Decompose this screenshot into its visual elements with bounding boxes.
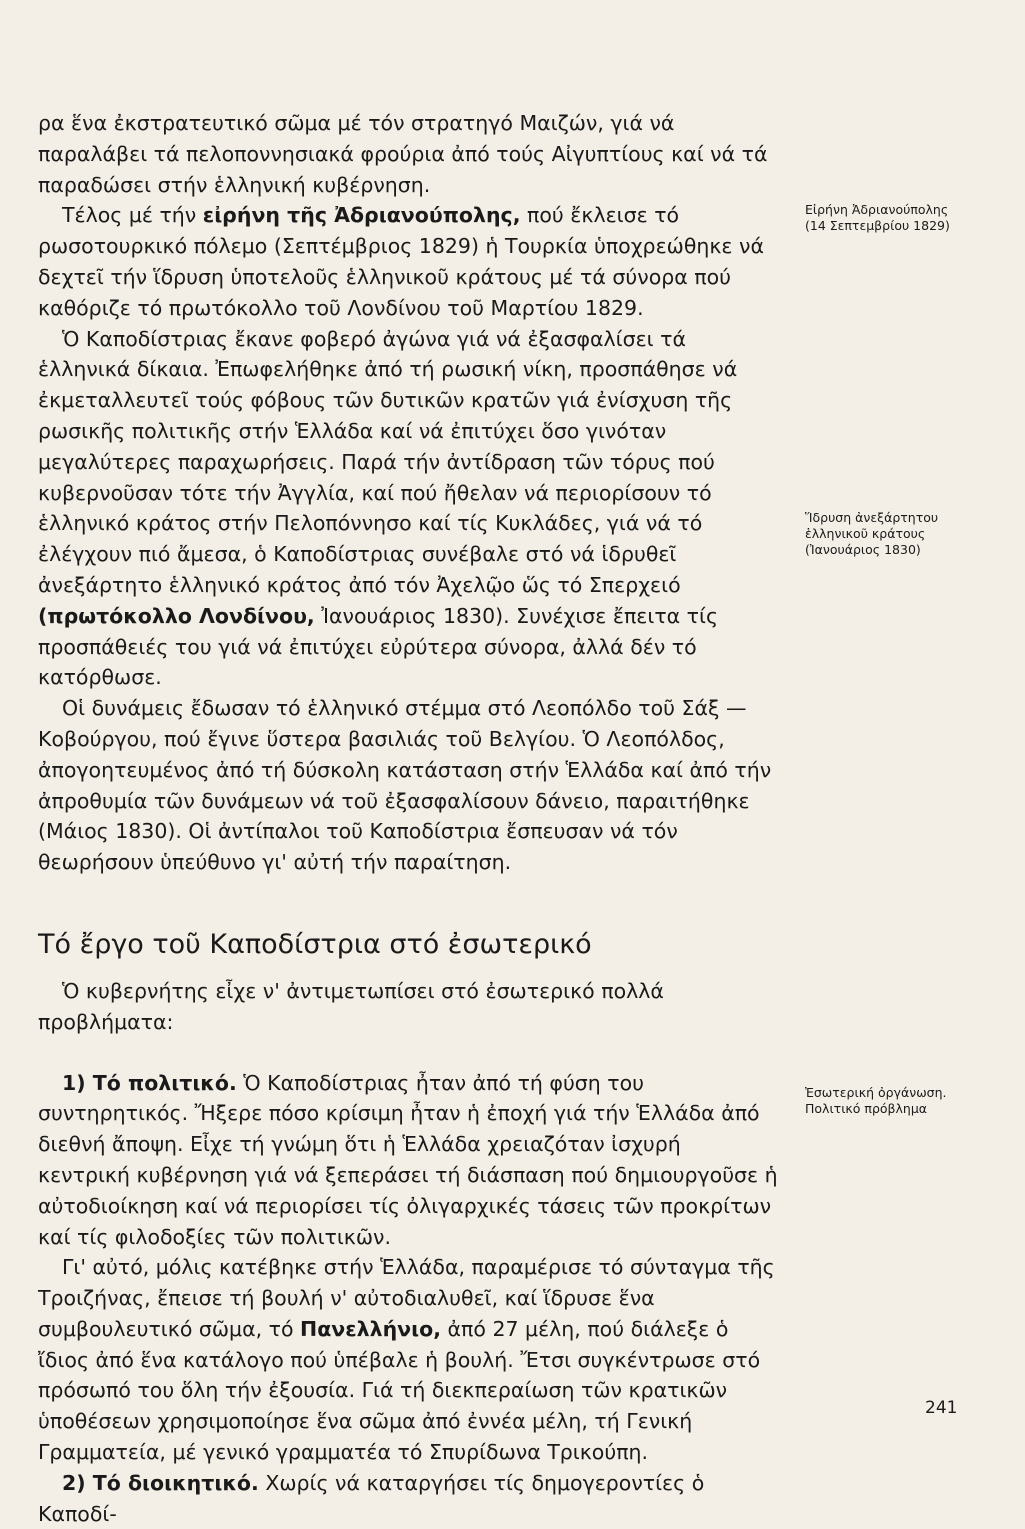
page-number: 241	[925, 1398, 958, 1418]
paragraph-5	[38, 976, 778, 1038]
p3-text-b: Ἰανουάριος 1830). Συνέχισε ἔπειτα τίς προσπάθειές του γιά νά ἐπιτύχει εὐρύτερα σύνορα, ἀλλά δέν τό κατόρθωσε.	[38, 603, 718, 690]
p8-text: Χωρίς νά καταργήσει τίς δημογεροντίες ὁ Καποδί-	[38, 1470, 705, 1526]
treaty-adrianople-bold: εἰρήνη τῆς Ἀδριανούπολης,	[202, 203, 521, 228]
p3-text-a: Ὁ Καποδίστριας ἔκανε φοβερό ἀγώνα γιά νά ἐξασφαλίσει τά ἑλληνικά δίκαια. Ἐπωφελήθηκε ἀπό τή ρωσική νίκη, προσπάθησε νά ἐκμεταλλευτεῖ τούς φόβους τῶν δυτικῶν κρατῶν γιά ἐνίσχυση τῆς ρωσικῆς πολιτικῆς στήν Ἑλλάδα καί νά ἐπιτύχει ὅσο γινόταν μεγαλύτερες παραχωρήσεις. Παρά τήν ἀντίδραση τῶν τόρυς πού κυβερνοῦσαν τότε τήν Ἀγγλία, καί πού ἤθελαν νά περιορίσουν τό ἑλληνικό κράτος στήν Πελοπόννησο καί τίς Κυκλάδες, γιά νά τό ἐλέγχουν πιό ἄμεσα, ὁ Καποδίστριας συνέβαλε στό νά ἱδρυθεῖ ἀνεξάρτητο ἑλληνικό κράτος ἀπό τόν Ἀχελῷο ὥς τό Σπερχειό	[38, 326, 738, 597]
paragraph-3	[38, 324, 778, 694]
section-heading: Τό ἔργο τοῦ Καποδίστρια στό ἐσωτερικό	[38, 928, 592, 960]
p4-text: Οἱ δυνάμεις ἔδωσαν τό ἑλληνικό στέμμα στό Λεοπόλδο τοῦ Σάξ — Κοβούργου, πού ἔγινε ὕστερα βασιλιάς τοῦ Βελγίου. Ὁ Λεοπόλδος, ἀπογοητευμένος ἀπό τή δύσκολη κατάσταση στήν Ἑλλάδα καί ἀπό τήν ἀπροθυμία τῶν δυνάμεων νά τοῦ ἐξασφαλίσουν δάνειο, παραιτήθηκε (Μάιος 1830). Οἱ ἀντίπαλοι τοῦ Καποδίστρια ἔσπευσαν νά τόν θεωρήσουν ὑπεύθυνο γι' αὐτή τήν παραίτηση.	[38, 696, 772, 875]
margin-note-1: Εἰρήνη Ἀδριανούπολης (14 Σεπτεμβρίου 1829)	[805, 202, 950, 233]
p5-text: Ὁ κυβερνήτης εἶχε ν' ἀντιμετωπίσει στό ἐσωτερικό πολλά προβλήματα:	[38, 978, 664, 1034]
p6-text: Ὁ Καποδίστριας ἦταν ἀπό τή φύση του συντηρητικός. Ἤξερε πόσο κρίσιμη ἦταν ἡ ἐποχή γιά τήν Ἑλλάδα ἀπό διεθνή ἄποψη. Εἶχε τή γνώμη ὅτι ἡ Ἑλλάδα χρειαζόταν ἰσχυρή κεντρική κυβέρνηση γιά νά ξεπεράσει τή διάσπαση πού δημιουργοῦσε ἡ αὐτοδιοίκηση καί νά περιορίσει τίς ὀλιγαρχικές τάσεις τῶν προκρίτων καί τίς φιλοδοξίες τῶν πολιτικῶν.	[38, 1070, 778, 1249]
p7-text-a: Γι' αὐτό, μόλις κατέβηκε στήν Ἑλλάδα, παραμέρισε τό σύνταγμα τῆς Τροιζήνας, ἔπεισε τή βουλή ν' αὐτοδιαλυθεῖ, καί ἵδρυσε ἕνα συμβουλευτικό σῶμα, τό	[38, 1255, 775, 1341]
margin-note-3: Ἐσωτερική ὀργάνωση. Πολιτικό πρόβλημα	[805, 1085, 947, 1116]
paragraph-8	[38, 1468, 778, 1529]
london-protocol-bold: (πρωτόκολλο Λονδίνου,	[38, 603, 315, 628]
paragraph-6	[38, 1068, 778, 1253]
margin-note-2: Ἵδρυση ἀνεξάρτητου ἑλληνικοῦ κράτους (Ἰανουάριος 1830)	[805, 510, 939, 557]
spacer	[38, 1038, 778, 1068]
panhellenion-bold: Πανελλήνιο,	[300, 1316, 442, 1341]
main-text-column	[38, 108, 778, 1529]
paragraph-4	[38, 693, 778, 878]
paragraph-2	[38, 200, 778, 323]
paragraph-1	[38, 108, 778, 200]
political-problem-bold: 1) Τό πολιτικό.	[62, 1070, 237, 1095]
p7-text-b: ἀπό 27 μέλη, πού διάλεξε ὁ ἴδιος ἀπό ἕνα κατάλογο πού ὑπέβαλε ἡ βουλή. Ἔτσι συγκέντρωσε στό πρόσωπό του ὅλη τήν ἐξουσία. Γιά τή διεκπεραίωση τῶν κρατικῶν ὑποθέσεων χρησιμοποίησε ἕνα σῶμα ἀπό ἐννέα μέλη, τή Γενική Γραμματεία, μέ γενικό γραμματέα τό Σπυρίδωνα Τρικούπη.	[38, 1316, 761, 1465]
administrative-problem-bold: 2) Τό διοικητικό.	[62, 1470, 259, 1495]
paragraph-7	[38, 1252, 778, 1468]
p2-text-a: Τέλος μέ τήν	[62, 203, 203, 228]
p1-text: ρα ἕνα ἐκστρατευτικό σῶμα μέ τόν στρατηγό Μαιζών, γιά νά παραλάβει τά πελοποννησιακά φρούρια ἀπό τούς Αἰγυπτίους καί νά τά παραδώσει στήν ἑλληνική κυβέρνηση.	[38, 111, 768, 197]
p2-text-b: πού ἔκλεισε τό ρωσοτουρκικό πόλεμο (Σεπτέμβριος 1829) ἡ Τουρκία ὑποχρεώθηκε νά δεχτεῖ τήν ἵδρυση ὑποτελοῦς ἑλληνικοῦ κράτους μέ τά σύνορα πού καθόριζε τό πρωτόκολλο τοῦ Λονδίνου τοῦ Μαρτίου 1829.	[38, 203, 764, 320]
